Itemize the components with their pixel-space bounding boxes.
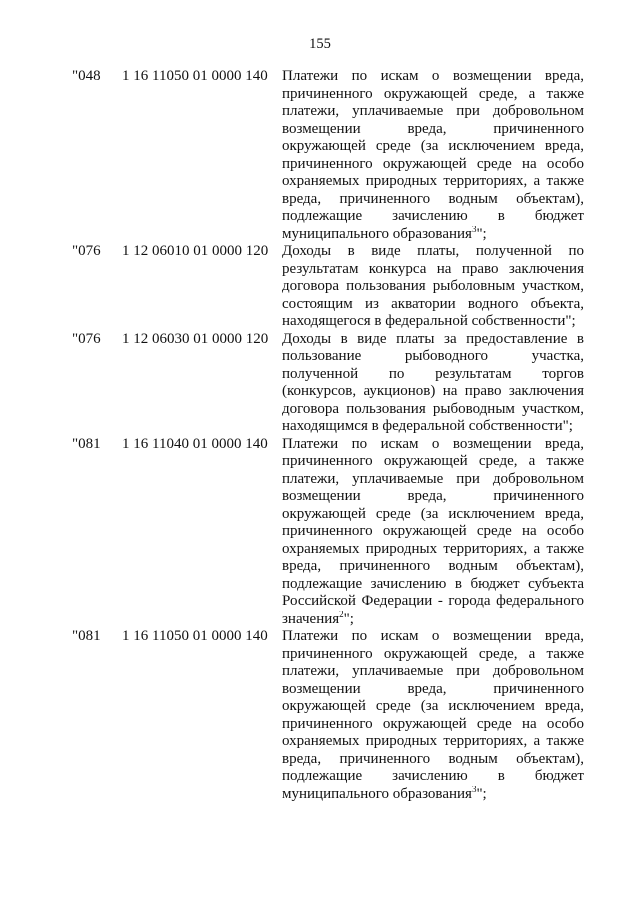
description-line: причиненного окружающей среде, а также (282, 453, 584, 469)
description-line: Платежи по искам о возмещении вреда, (282, 435, 584, 452)
last-line-text: муниципального образования (282, 785, 472, 802)
closing-quote: "; (476, 785, 487, 802)
description-line: договора пользования рыбоводным участком, (282, 400, 584, 417)
description-last-line (282, 611, 584, 629)
description-line: полученной по результатам торгов (282, 365, 584, 382)
description-line: причиненного окружающей среде, а также (282, 85, 584, 102)
description-last-line (282, 313, 584, 331)
description-line: пользование рыбоводного участка, (282, 348, 584, 364)
last-line-text: значения (282, 610, 340, 627)
budget-classification-code: 1 16 11040 01 0000 140 (122, 435, 268, 452)
description-line: охраняемых природных территориях, а также (282, 540, 584, 557)
description-line: вреда, причиненного водным объектам), (282, 558, 584, 574)
closing-quote: "; (476, 225, 487, 242)
footnote-mark: 2 (339, 610, 344, 619)
last-line-text: находящегося в федеральной собственности"; (282, 313, 576, 329)
description-line: вреда, причиненного водным объектам), (282, 190, 584, 207)
description-line: результатам конкурса на право заключения (282, 260, 584, 277)
description-line: подлежащие зачислению в бюджет субъекта (282, 575, 584, 592)
description-last-line (282, 786, 584, 804)
income-description (282, 436, 584, 629)
description-last-line (282, 226, 584, 244)
table-row (72, 628, 584, 803)
last-line-text: муниципального образования (282, 225, 472, 242)
description-line: подлежащие зачислению в бюджет (282, 768, 584, 784)
income-description (282, 68, 584, 243)
description-line: состоящим из акватории водного объекта, (282, 295, 584, 312)
description-line: возмещении вреда, причиненного (282, 680, 584, 697)
description-line: охраняемых природных территориях, а также (282, 173, 584, 189)
description-line: (конкурсов, аукционов) на право заключения (282, 383, 584, 399)
description-line: Платежи по искам о возмещении вреда, (282, 628, 584, 644)
description-line: окружающей среде (за исключением вреда, (282, 505, 584, 522)
table-row (72, 436, 584, 629)
description-line: платежи, уплачиваемые при добровольном (282, 470, 584, 487)
page-number: 155 (309, 36, 331, 52)
description-line: платежи, уплачиваемые при добровольном (282, 663, 584, 679)
admin-code: "081 (72, 435, 101, 452)
description-line: Платежи по искам о возмещении вреда, (282, 68, 584, 84)
description-line: Российской Федерации - города федерального (282, 593, 584, 609)
footnote-mark: 3 (471, 225, 477, 234)
description-line: Доходы в виде платы за предоставление в (282, 330, 584, 347)
admin-code: "048 (72, 68, 101, 84)
description-line: платежи, уплачиваемые при добровольном (282, 103, 584, 119)
admin-code: "076 (72, 243, 101, 259)
table-row (72, 243, 584, 331)
income-description (282, 331, 584, 436)
admin-code: "081 (72, 628, 101, 644)
table-row (72, 68, 584, 243)
description-line: вреда, причиненного водным объектам), (282, 750, 584, 767)
description-line: причиненного окружающей среде, а также (282, 645, 584, 662)
income-description (282, 243, 584, 331)
income-codes-table (72, 68, 584, 803)
budget-classification-code: 1 16 11050 01 0000 140 (122, 628, 268, 644)
description-line: причиненного окружающей среде на особо (282, 155, 584, 172)
description-line: договора пользования рыболовным участком, (282, 278, 584, 294)
description-line: возмещении вреда, причиненного (282, 120, 584, 137)
description-line: окружающей среде (за исключением вреда, (282, 138, 584, 154)
budget-classification-code: 1 12 06030 01 0000 120 (122, 330, 269, 347)
table-row (72, 331, 584, 436)
description-line: причиненного окружающей среде на особо (282, 523, 584, 539)
description-line: причиненного окружающей среде на особо (282, 715, 584, 732)
closing-quote: "; (343, 610, 354, 627)
description-last-line (282, 418, 584, 436)
income-description (282, 628, 584, 803)
last-line-text: находящимся в федеральной собственности"; (282, 418, 573, 434)
budget-classification-code: 1 16 11050 01 0000 140 (122, 68, 268, 84)
description-line: подлежащие зачислению в бюджет (282, 208, 584, 224)
budget-classification-code: 1 12 06010 01 0000 120 (122, 243, 269, 259)
footnote-mark: 3 (471, 785, 477, 794)
description-line: окружающей среде (за исключением вреда, (282, 698, 584, 714)
description-line: Доходы в виде платы, полученной по (282, 243, 584, 259)
description-line: охраняемых природных территориях, а также (282, 733, 584, 749)
description-line: возмещении вреда, причиненного (282, 488, 584, 504)
admin-code: "076 (72, 330, 101, 347)
